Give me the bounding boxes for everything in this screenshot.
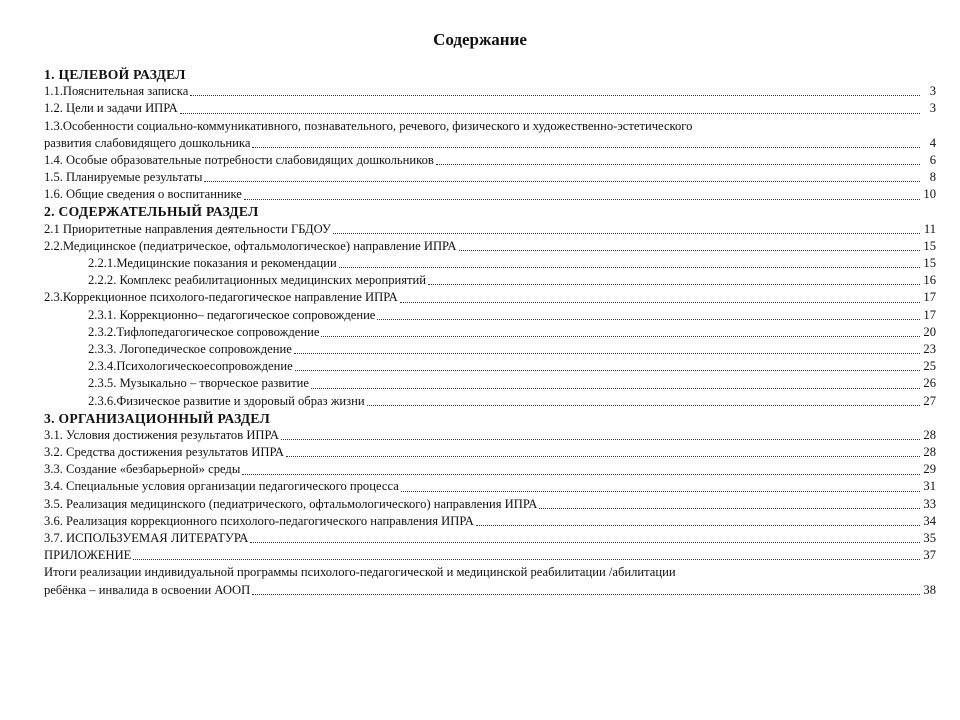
- toc-entry: [44, 186, 936, 203]
- toc-entry: [44, 479, 936, 496]
- dot-leader: [539, 507, 920, 509]
- dot-leader: [401, 490, 920, 492]
- toc-entry: [44, 358, 936, 375]
- toc-entry-text: Итоги реализации индивидуальной программы психолого-педагогической и медицинской реабилитации /абилитации: [44, 565, 676, 580]
- toc-entry-text: 2.3.1. Коррекционно– педагогическое сопровождение: [88, 307, 376, 322]
- dot-leader: [367, 404, 920, 406]
- toc-page-number: 3: [929, 84, 936, 99]
- toc-entry-text: 2.3.4.Психологическоесопровождение: [88, 359, 293, 374]
- toc-page-number: 31: [923, 479, 936, 494]
- toc-entry-text: 3.6. Реализация коррекционного психолого-педагогического направления ИПРА: [44, 513, 474, 528]
- toc-page-number: 27: [923, 393, 936, 408]
- toc-entry-text: 1.3.Особенности социально-коммуникативного, познавательного, речевого, физического и художественно-эстетического: [44, 118, 693, 133]
- toc-entry: [44, 444, 936, 461]
- toc-entry: [44, 393, 936, 410]
- toc-entry-text: 1.6. Общие сведения о воспитаннике: [44, 187, 242, 202]
- toc-page-number: 15: [923, 256, 936, 271]
- dot-leader: [190, 94, 920, 96]
- toc-entry-text: 1. ЦЕЛЕВОЙ РАЗДЕЛ: [44, 66, 186, 82]
- toc-entry-text: ребёнка – инвалида в освоении АООП: [44, 582, 251, 597]
- toc-page-number: 11: [923, 221, 936, 236]
- toc-entry-text: 2.3.2.Тифлопедагогическое сопровождение: [88, 324, 320, 339]
- toc-entry-text: 3.7. ИСПОЛЬЗУЕМАЯ ЛИТЕРАТУРА: [44, 531, 249, 546]
- page-title: Содержание: [433, 30, 527, 49]
- dot-leader: [459, 249, 920, 251]
- toc-entry: [44, 375, 936, 392]
- toc-entry-text: 2.1 Приоритетные направления деятельности ГБДОУ: [44, 221, 331, 236]
- dot-leader: [294, 352, 920, 354]
- toc-entry-text: 2. СОДЕРЖАТЕЛЬНЫЙ РАЗДЕЛ: [44, 204, 259, 220]
- toc-entry: [44, 564, 936, 581]
- toc-entry: [44, 289, 936, 306]
- toc-page-number: 29: [923, 462, 936, 477]
- toc-section-heading: [44, 410, 936, 427]
- toc-page-number: 6: [929, 152, 936, 167]
- toc-page-number: 3: [929, 101, 936, 116]
- dot-leader: [286, 455, 920, 457]
- toc-entry: [44, 496, 936, 513]
- toc-page-number: 26: [923, 376, 936, 391]
- toc-page-number: 33: [923, 496, 936, 511]
- dot-leader: [244, 198, 920, 200]
- toc-entry-text: 1.1.Пояснительная записка: [44, 84, 189, 99]
- toc-entry-text: развития слабовидящего дошкольника: [44, 135, 251, 150]
- toc-page-number: 15: [923, 238, 936, 253]
- dot-leader: [333, 232, 920, 234]
- toc-page-number: 38: [923, 582, 936, 597]
- toc-entry: [44, 118, 936, 135]
- toc-entry-text: 1.4. Особые образовательные потребности слабовидящих дошкольников: [44, 152, 434, 167]
- toc-entry: [44, 238, 936, 255]
- dot-leader: [242, 473, 920, 475]
- dot-leader: [252, 146, 920, 148]
- toc-entry: [44, 100, 936, 117]
- toc-entry-text: 2.2.Медицинское (педиатрическое, офтальмологическое) направление ИПРА: [44, 238, 457, 253]
- toc-entry-text: 2.3.Коррекционное психолого-педагогическое направление ИПРА: [44, 290, 398, 305]
- toc-entry-text: 1.2. Цели и задачи ИПРА: [44, 101, 178, 116]
- toc-page-number: 4: [929, 135, 936, 150]
- toc-entry-text: 3.5. Реализация медицинского (педиатрического, офтальмологического) направления ИПРА: [44, 496, 538, 511]
- dot-leader: [204, 180, 920, 182]
- dot-leader: [377, 318, 920, 320]
- dot-leader: [311, 387, 920, 389]
- toc-entry-text: 3.4. Специальные условия организации педагогического процесса: [44, 479, 399, 494]
- toc-entry: [44, 169, 936, 186]
- toc-entry: [44, 272, 936, 289]
- toc-entry-text: 2.3.3. Логопедическое сопровождение: [88, 341, 292, 356]
- dot-leader: [400, 301, 920, 303]
- toc-entry-text: 3. ОРГАНИЗАЦИОННЫЙ РАЗДЕЛ: [44, 410, 271, 426]
- toc-entry-text: 2.3.6.Физическое развитие и здоровый образ жизни: [88, 393, 365, 408]
- toc-section-heading: [44, 204, 936, 221]
- toc-page-number: 23: [923, 341, 936, 356]
- toc-entry: [44, 547, 936, 564]
- toc-entry: [44, 427, 936, 444]
- toc-page-number: 10: [923, 187, 936, 202]
- toc-entry-text: 3.1. Условия достижения результатов ИПРА: [44, 427, 280, 442]
- toc-page-number: 28: [923, 445, 936, 460]
- toc-entry-text: 1.5. Планируемые результаты: [44, 170, 203, 185]
- toc-page-number: 17: [923, 290, 936, 305]
- dot-leader: [133, 558, 920, 560]
- toc-page-number: 28: [923, 427, 936, 442]
- toc-entry: [44, 341, 936, 358]
- toc-entry-text: 2.3.5. Музыкально – творческое развитие: [88, 376, 309, 391]
- toc-entry: [44, 221, 936, 238]
- toc-entry-text: 3.3. Создание «безбарьерной» среды: [44, 462, 241, 477]
- toc-page-number: 16: [923, 273, 936, 288]
- toc-entry: [44, 135, 936, 152]
- toc-entry: [44, 307, 936, 324]
- toc-entry: [44, 255, 936, 272]
- toc-entry: [44, 324, 936, 341]
- toc-entry-text: 2.2.1.Медицинские показания и рекомендации: [88, 256, 337, 271]
- toc-entry: [44, 461, 936, 478]
- toc-entry: [44, 513, 936, 530]
- toc-entry-text: 3.2. Средства достижения результатов ИПРА: [44, 445, 284, 460]
- dot-leader: [436, 163, 920, 165]
- dot-leader: [476, 524, 920, 526]
- toc-entry: [44, 582, 936, 599]
- toc-entry-text: ПРИЛОЖЕНИЕ: [44, 548, 132, 563]
- dot-leader: [339, 266, 920, 268]
- dot-leader: [295, 369, 920, 371]
- dot-leader: [250, 541, 920, 543]
- toc-page-number: 20: [923, 324, 936, 339]
- dot-leader: [252, 593, 920, 595]
- toc-page-number: 17: [923, 307, 936, 322]
- toc-entry: [44, 83, 936, 100]
- toc-entry: [44, 530, 936, 547]
- toc-entry: [44, 152, 936, 169]
- dot-leader: [180, 112, 920, 114]
- dot-leader: [428, 283, 920, 285]
- toc-page-number: 35: [923, 531, 936, 546]
- table-of-contents: [44, 66, 936, 599]
- toc-page-number: 25: [923, 359, 936, 374]
- toc-page-number: 34: [923, 513, 936, 528]
- dot-leader: [321, 335, 920, 337]
- toc-page-number: 37: [923, 548, 936, 563]
- toc-page-number: 8: [929, 170, 936, 185]
- toc-entry-text: 2.2.2. Комплекс реабилитационных медицинских мероприятий: [88, 273, 427, 288]
- dot-leader: [281, 438, 920, 440]
- toc-section-heading: [44, 66, 936, 83]
